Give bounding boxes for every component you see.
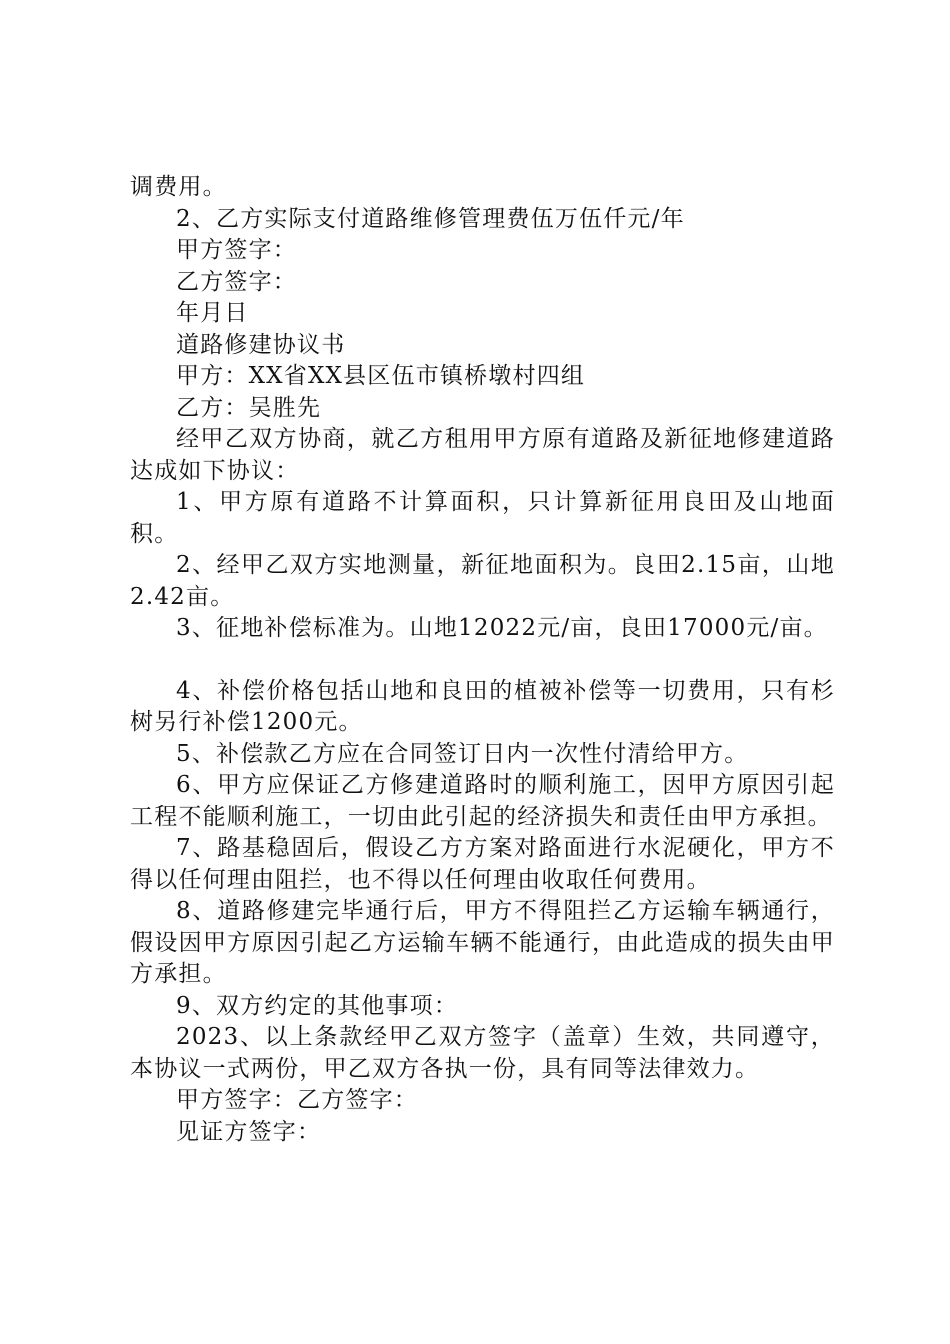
signature-party-a: 甲方签字： xyxy=(176,237,297,263)
party-b-line: 乙方：吴胜先 xyxy=(176,394,322,421)
signature-party-b: 乙方签字： xyxy=(176,268,297,295)
clause-8: 8、道路修建完毕通行后，甲方不得阻拦乙方运输车辆通行，假设因甲方原因引起乙方运输车辆不能通行，由此造成的损失由甲方承担。 xyxy=(130,898,835,987)
clause-6: 6、甲方应保证乙方修建道路时的顺利施工，因甲方原因引起工程不能顺利施工，一切由此引起的经济损失和责任由甲方承担。 xyxy=(130,772,835,830)
clause-3: 3、征地补偿标准为。山地12022元/亩，良田17000元/亩。 xyxy=(176,615,828,641)
signatures-both-parties: 甲方签字：乙方签字： xyxy=(176,1087,418,1113)
preamble-paragraph: 经甲乙双方协商，就乙方租用甲方原有道路及新征地修建道路达成如下协议： xyxy=(130,426,835,484)
blank-line xyxy=(130,645,835,676)
paragraph-maintenance-fee: 2、乙方实际支付道路维修管理费伍万伍仟元/年 xyxy=(176,205,685,232)
paragraph-continuation: 调费用。 xyxy=(130,174,227,200)
signature-witness: 见证方签字： xyxy=(176,1118,322,1145)
clause-4: 4、补偿价格包括山地和良田的植被补偿等一切费用，只有杉树另行补偿1200元。 xyxy=(130,677,835,735)
clause-9: 9、双方约定的其他事项： xyxy=(176,992,459,1019)
effectiveness-clause: 2023、以上条款经甲乙双方签字（盖章）生效，共同遵守，本协议一式两份，甲乙双方各执一份，具有同等法律效力。 xyxy=(130,1024,835,1082)
clause-1: 1、甲方原有道路不计算面积，只计算新征用良田及山地面积。 xyxy=(130,489,835,547)
date-line: 年月日 xyxy=(176,300,249,326)
clause-5: 5、补偿款乙方应在合同签订日内一次性付清给甲方。 xyxy=(176,740,749,767)
agreement-title: 道路修建协议书 xyxy=(176,331,346,358)
clause-7: 7、路基稳固后，假设乙方方案对路面进行水泥硬化，甲方不得以任何理由阻拦，也不得以任何理由收取任何费用。 xyxy=(130,835,835,893)
party-a-line: 甲方：XX省XX县区伍市镇桥墩村四组 xyxy=(176,363,586,389)
document-body xyxy=(130,172,835,1148)
clause-2: 2、经甲乙双方实地测量，新征地面积为。良田2.15亩，山地2.42亩。 xyxy=(130,552,835,610)
